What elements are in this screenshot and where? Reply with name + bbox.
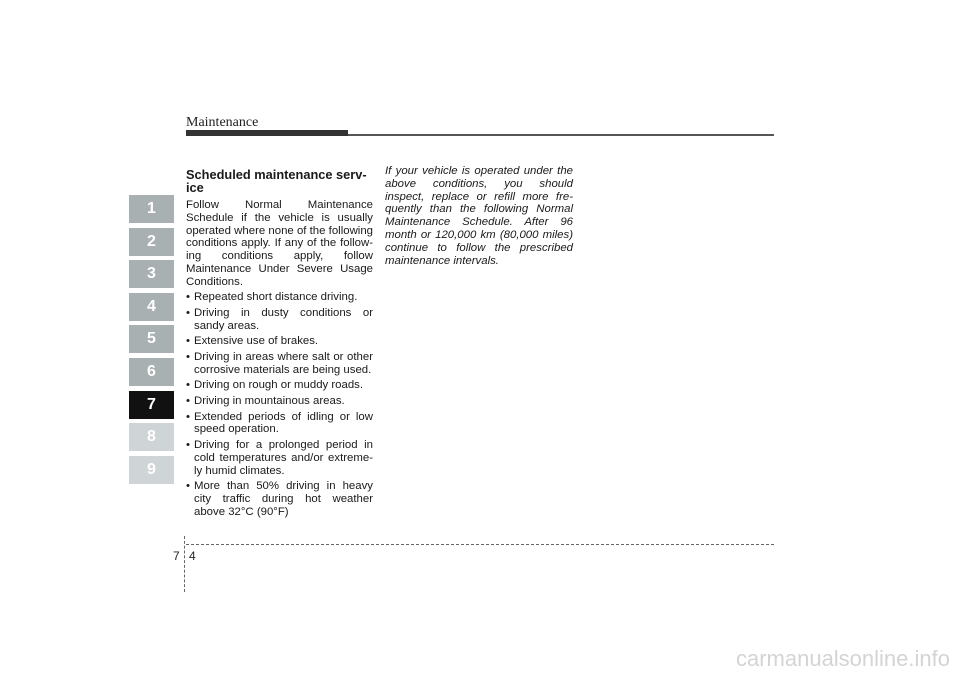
- chapter-tab-5[interactable]: [129, 325, 174, 353]
- chapter-tab-9[interactable]: [129, 456, 174, 484]
- list-item: • Driving for a prolonged period in cold temperatures and/or extreme-ly humid climates.: [186, 439, 373, 477]
- severe-conditions-list: [186, 291, 373, 518]
- chapter-tab-1[interactable]: [129, 195, 174, 223]
- left-column: [186, 168, 373, 519]
- chapter-tabs: [129, 195, 174, 488]
- chapter-tab-label: 1: [147, 200, 156, 217]
- chapter-tab-8[interactable]: [129, 423, 174, 451]
- intro-paragraph: Follow Normal Maintenance Schedule if the vehicle is usually operated where none of the following conditions apply. If any of the follow-ing conditions apply, follow Maintenance Under Severe Usage Conditions.: [186, 199, 373, 288]
- chapter-tab-label: 2: [147, 232, 156, 250]
- footer-page-number: 4: [189, 549, 196, 563]
- list-item: • Driving in dusty conditions or sandy areas.: [186, 307, 373, 333]
- section-title: Scheduled maintenance serv-ice: [186, 167, 367, 195]
- list-item: • More than 50% driving in heavy city traffic during hot weather above 32°C (90°F): [186, 480, 373, 518]
- footer-rule: [186, 544, 774, 545]
- list-item: • Extended periods of idling or low speed operation.: [186, 411, 373, 437]
- footer-divider: [184, 536, 185, 592]
- chapter-tab-2[interactable]: [129, 228, 174, 256]
- chapter-tab-7-active[interactable]: [129, 391, 174, 419]
- list-item: • Repeated short distance driving.: [186, 291, 373, 304]
- italic-note: If your vehicle is operated under the above conditions, you should inspect, replace or refill more fre-quently than the following Normal Maintenance Schedule. After 96 month or 120,000 km (80,000 miles) continue to follow the prescribed maintenance intervals.: [385, 165, 573, 267]
- watermark: carmanualsonline.info: [735, 646, 950, 671]
- chapter-tab-label: 7: [147, 395, 156, 413]
- chapter-tab-label: 6: [147, 362, 156, 380]
- list-item: • Driving in mountainous areas.: [186, 395, 373, 408]
- chapter-tab-label: 4: [147, 297, 156, 315]
- list-item: • Driving on rough or muddy roads.: [186, 379, 373, 392]
- page-header-title: Maintenance: [186, 115, 259, 130]
- header-rule: [348, 134, 774, 136]
- chapter-tab-label: 9: [147, 460, 156, 478]
- chapter-tab-6[interactable]: [129, 358, 174, 386]
- chapter-tab-label: 8: [147, 428, 156, 446]
- chapter-tab-3[interactable]: [129, 260, 174, 288]
- footer-chapter-number: 7: [173, 549, 180, 563]
- header-accent-bar: [186, 130, 348, 136]
- list-item: • Extensive use of brakes.: [186, 335, 373, 348]
- list-item: • Driving in areas where salt or other corrosive materials are being used.: [186, 351, 373, 377]
- chapter-tab-label: 3: [147, 265, 156, 283]
- chapter-tab-label: 5: [147, 330, 156, 348]
- chapter-tab-4[interactable]: [129, 293, 174, 321]
